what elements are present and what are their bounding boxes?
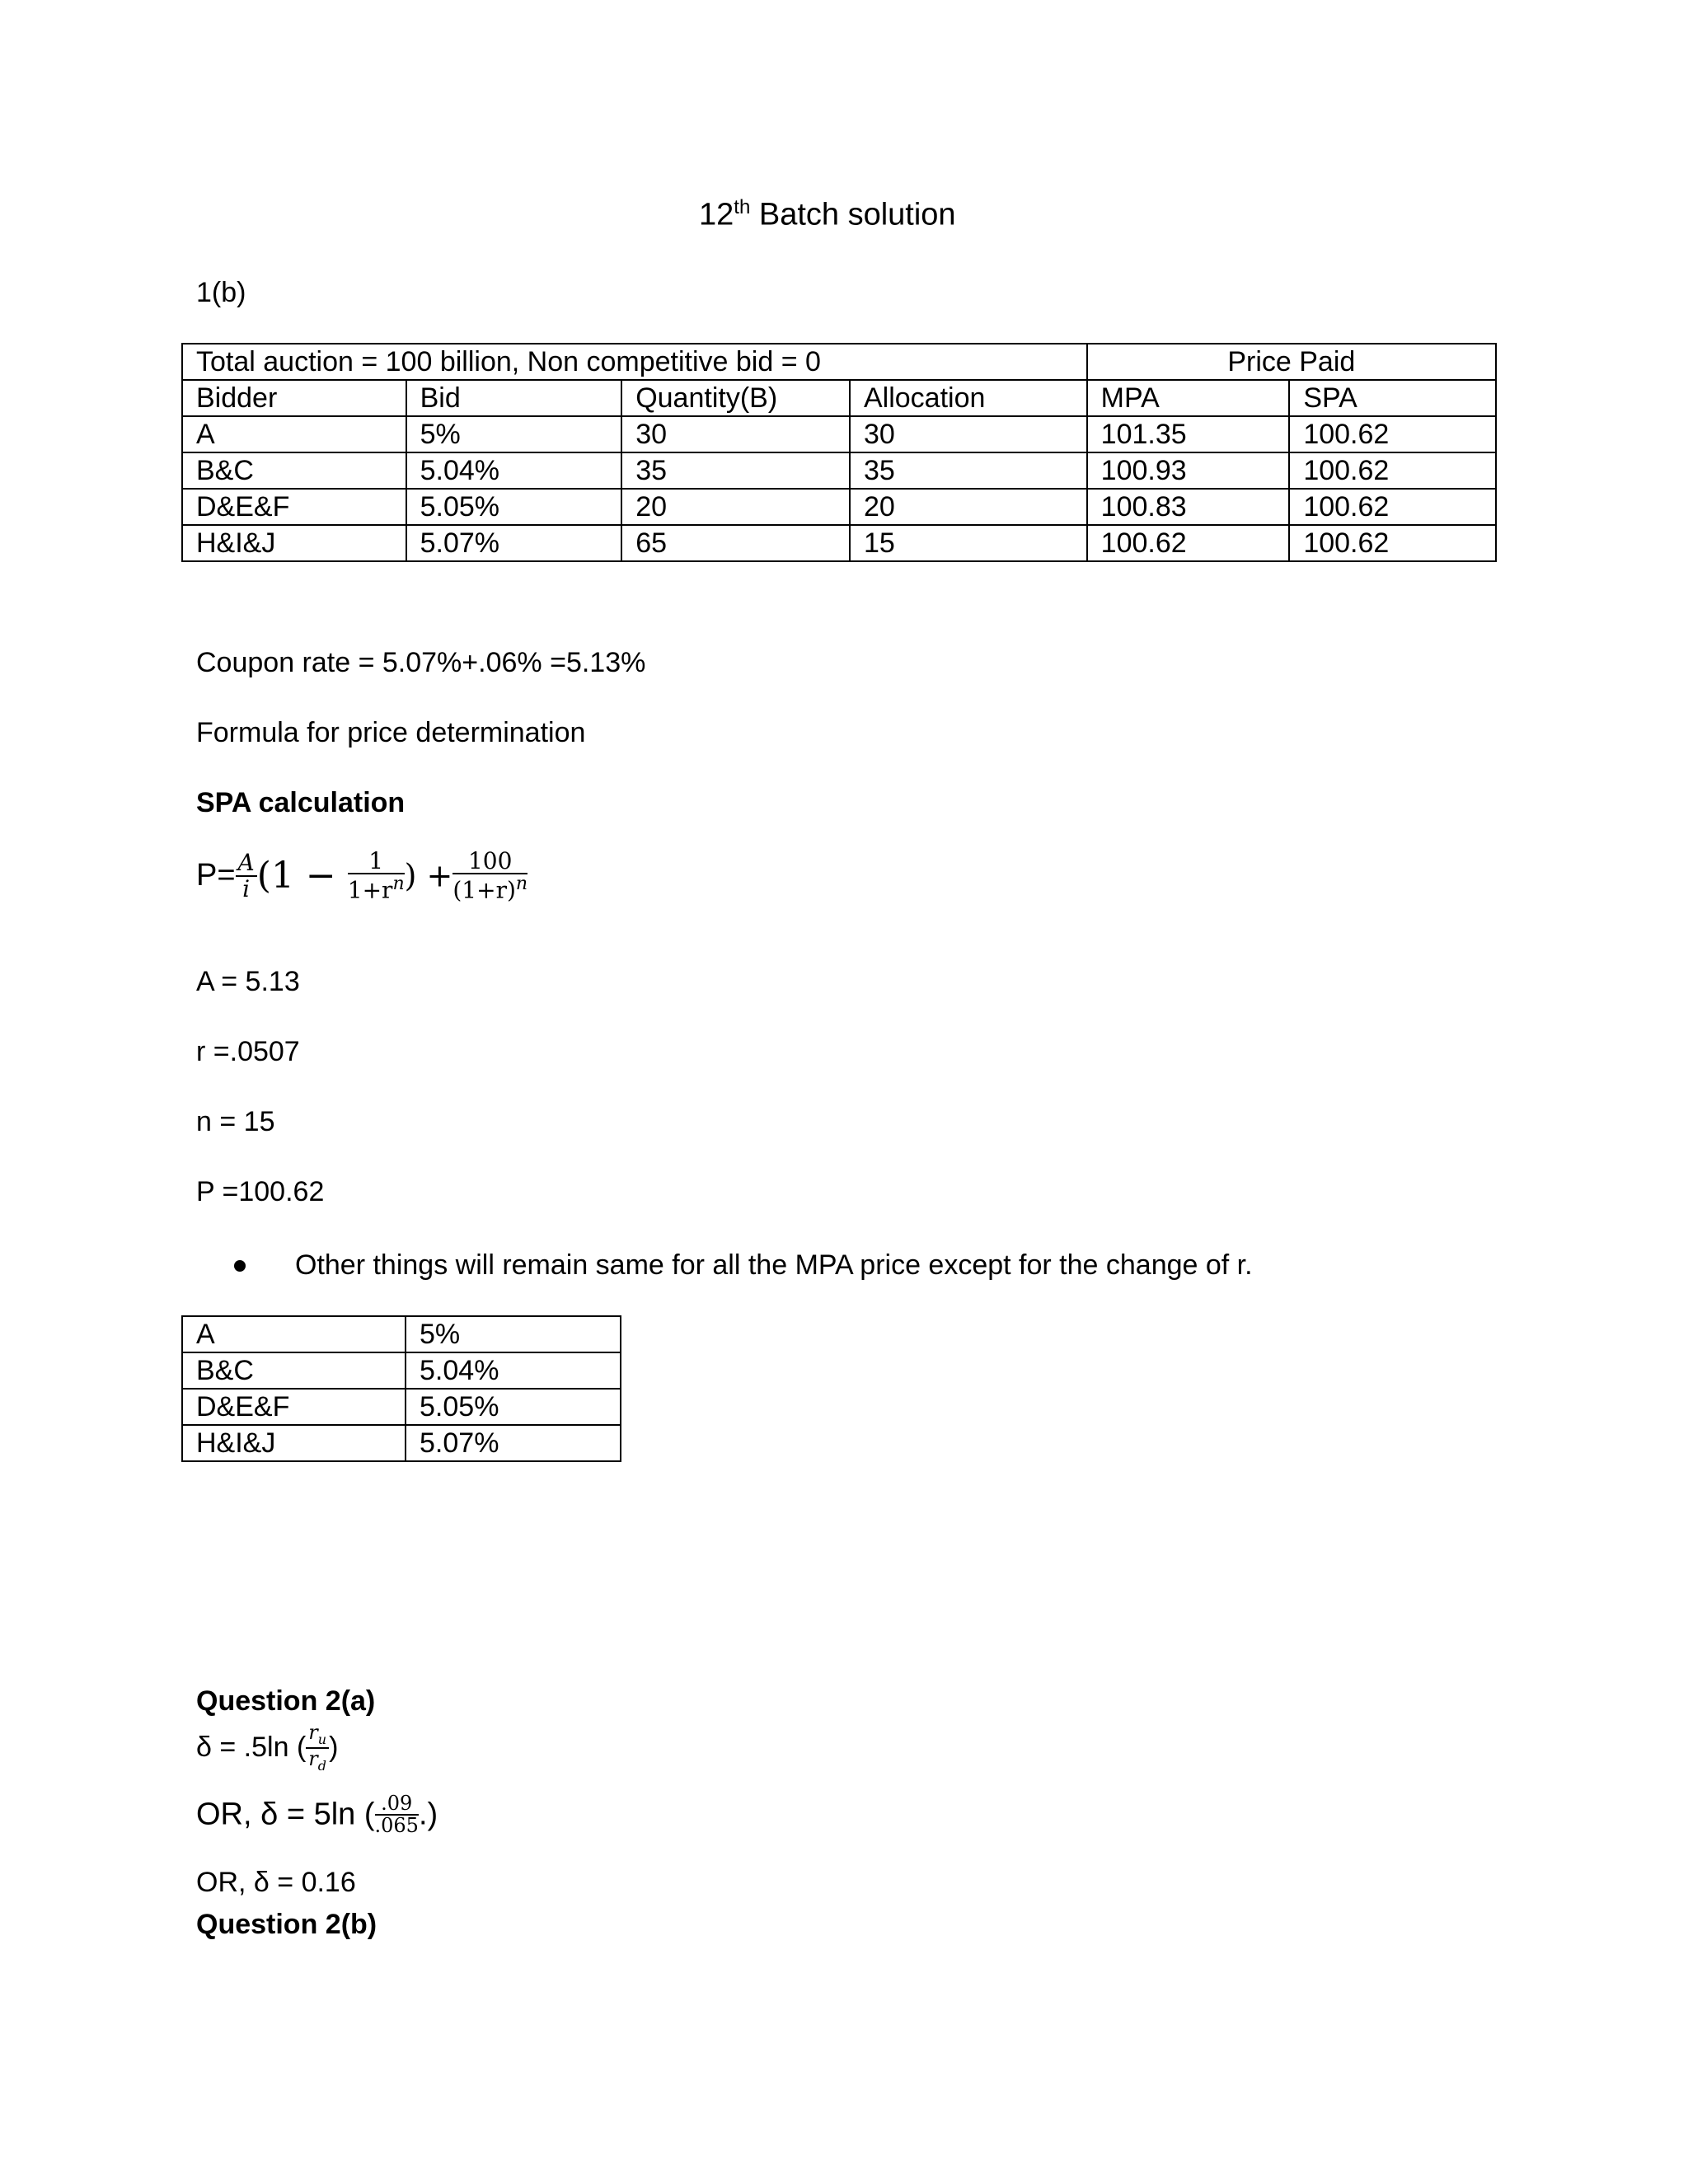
fraction-denominator: i <box>242 874 251 902</box>
table-row <box>182 1389 621 1425</box>
cell: 20 <box>621 489 850 525</box>
page-title <box>699 196 956 233</box>
cell: 5% <box>406 1316 621 1352</box>
cell: 5.04% <box>406 452 622 489</box>
table-row <box>182 1316 621 1352</box>
fraction-numerator: 100 <box>452 849 528 874</box>
col-spa: SPA <box>1289 380 1496 416</box>
fraction-numerator: 1 <box>348 849 405 874</box>
col-mpa: MPA <box>1087 380 1290 416</box>
ru-over-rd-fraction: $\frac{r_u}{r_d}$ <box>306 1722 329 1773</box>
table-row <box>182 525 1496 561</box>
table-row <box>182 452 1496 489</box>
cell: 100.62 <box>1289 489 1496 525</box>
table-row <box>182 1425 621 1461</box>
bullet-point <box>234 1260 246 1272</box>
cell: 100.62 <box>1289 416 1496 452</box>
bullet-text: Other things will remain same for all the MPA price except for the change of r. <box>295 1249 1253 1281</box>
fraction-denominator: $(1+r)^n$ <box>452 874 528 904</box>
question-2b-heading: Question 2(b) <box>196 1909 377 1940</box>
cell: 5.05% <box>406 1389 621 1425</box>
cell: 101.35 <box>1087 416 1290 452</box>
cell: 100.62 <box>1289 525 1496 561</box>
cell: 5.04% <box>406 1352 621 1389</box>
question-2a-heading: Question 2(a) <box>196 1685 376 1717</box>
cell: 5.05% <box>406 489 622 525</box>
cell: B&C <box>182 452 406 489</box>
cell: 100.83 <box>1087 489 1290 525</box>
cell: 35 <box>850 452 1087 489</box>
cell: 100.93 <box>1087 452 1290 489</box>
fraction-numerator: A <box>236 851 257 876</box>
cell: 15 <box>850 525 1087 561</box>
formula-fraction-100-over-1rn <box>452 849 528 902</box>
formula-lhs: P= <box>196 858 236 893</box>
fraction-denominator: $1+r^n$ <box>347 874 405 904</box>
rate-fraction: $\frac{.09}{.065}$ <box>374 1792 419 1838</box>
cell: D&E&F <box>182 1389 406 1425</box>
table-row <box>182 1352 621 1389</box>
title-superscript: th <box>734 196 751 218</box>
price-paid-header: Price Paid <box>1087 344 1496 380</box>
cell: 65 <box>621 525 850 561</box>
cell: A <box>182 416 406 452</box>
price-formula <box>196 849 528 902</box>
title-number: 12 <box>699 197 734 232</box>
delta-formula-line: δ = .5ln ( $\frac{r_u}{r_d}$ ) <box>196 1721 339 1774</box>
table-row <box>182 416 1496 452</box>
rates-table <box>181 1315 621 1462</box>
cell: B&C <box>182 1352 406 1389</box>
title-text: Batch solution <box>750 197 956 232</box>
col-quantity: Quantity(B) <box>621 380 850 416</box>
auction-summary: Total auction = 100 billion, Non competitive bid = 0 <box>182 344 1087 380</box>
spa-heading: SPA calculation <box>196 787 406 818</box>
param-p: P =100.62 <box>196 1176 325 1207</box>
auction-table <box>181 343 1497 562</box>
col-bidder: Bidder <box>182 380 406 416</box>
param-n: n = 15 <box>196 1106 275 1137</box>
cell: 5% <box>406 416 622 452</box>
coupon-rate: Coupon rate = 5.07%+.06% =5.13% <box>196 647 646 678</box>
param-a: A = 5.13 <box>196 966 300 997</box>
cell: 20 <box>850 489 1087 525</box>
col-allocation: Allocation <box>850 380 1087 416</box>
cell: H&I&J <box>182 525 406 561</box>
formula-fraction-1-over-1rn <box>348 849 405 902</box>
table-row <box>182 489 1496 525</box>
table-column-headers <box>182 380 1496 416</box>
col-bid: Bid <box>406 380 622 416</box>
delta-substitution-line: OR, δ = 5ln ( $\frac{.09}{.065}$ .) <box>196 1792 438 1838</box>
formula-open: (1 − <box>256 855 348 898</box>
cell: 5.07% <box>406 525 622 561</box>
cell: 100.62 <box>1087 525 1290 561</box>
delta-result: OR, δ = 0.16 <box>196 1867 356 1898</box>
cell: 35 <box>621 452 850 489</box>
table-header-row <box>182 344 1496 380</box>
cell: 30 <box>621 416 850 452</box>
formula-fraction-a-over-i <box>236 851 257 901</box>
formula-heading: Formula for price determination <box>196 717 586 748</box>
cell: 30 <box>850 416 1087 452</box>
cell: D&E&F <box>182 489 406 525</box>
param-r: r =.0507 <box>196 1036 300 1067</box>
section-label-1b: 1(b) <box>196 277 246 308</box>
cell: H&I&J <box>182 1425 406 1461</box>
cell: 100.62 <box>1289 452 1496 489</box>
cell: A <box>182 1316 406 1352</box>
cell: 5.07% <box>406 1425 621 1461</box>
formula-close: ) + <box>404 857 453 894</box>
